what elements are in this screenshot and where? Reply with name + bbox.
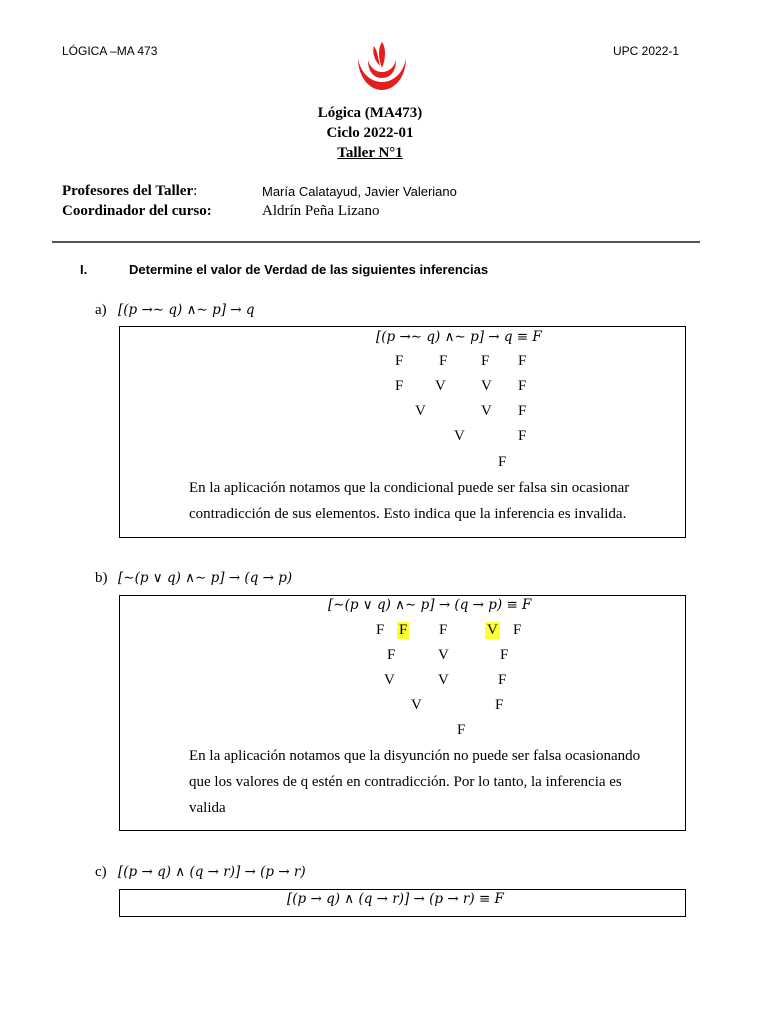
truth-value: F: [500, 647, 509, 663]
problem-a-formula: [(p →∼ q) ∧∼ p] → q: [118, 302, 255, 318]
workshop-title-wrap: [0, 145, 740, 162]
truth-value: F: [495, 697, 504, 713]
truth-value-highlighted: F: [399, 622, 408, 638]
section-number: I.: [80, 262, 88, 277]
problem-b-label: b): [95, 570, 108, 586]
truth-value: V: [481, 403, 492, 419]
explanation-line: contradicción de sus elementos. Esto indica que la inferencia es invalida.: [189, 506, 627, 522]
problem-c-formula: [(p → q) ∧ (q → r)] → (p → r): [118, 864, 306, 880]
course-title: Lógica (MA473): [317, 105, 423, 121]
truth-value: V: [454, 428, 465, 444]
section-heading: Determine el valor de Verdad de las siguientes inferencias: [129, 262, 489, 277]
explanation-line: que los valores de q estén en contradicción. Por lo tanto, la inferencia es: [189, 774, 622, 790]
truth-value: F: [498, 672, 507, 688]
cycle-title: Ciclo 2022-01: [326, 125, 414, 141]
truth-value: V: [438, 672, 449, 688]
truth-value: F: [395, 378, 404, 394]
coordinador-label: Coordinador del curso:: [62, 203, 212, 219]
upc-logo: [352, 38, 412, 92]
truth-value: F: [457, 722, 466, 738]
problem-b-formula: [∼(p ∨ q) ∧∼ p] → (q → p): [118, 570, 293, 586]
truth-value: F: [498, 454, 507, 470]
problem-a-box-formula: [(p →∼ q) ∧∼ p] → q ≡ F: [376, 329, 542, 345]
truth-value: V: [415, 403, 426, 419]
problem-c-label: c): [95, 864, 107, 880]
profesores-colon: :: [193, 183, 198, 199]
truth-value: F: [439, 353, 448, 369]
truth-value: V: [411, 697, 422, 713]
truth-value: V: [438, 647, 449, 663]
truth-value: F: [518, 378, 527, 394]
truth-value: F: [439, 622, 448, 638]
truth-value: V: [481, 378, 492, 394]
problem-b-box-formula: [∼(p ∨ q) ∧∼ p] → (q → p) ≡ F: [328, 597, 532, 613]
truth-value: F: [395, 353, 404, 369]
truth-value-highlighted: V: [487, 622, 498, 638]
coordinador-value: Aldrín Peña Lizano: [262, 203, 380, 219]
profesores-value: María Calatayud, Javier Valeriano: [262, 184, 457, 199]
truth-value: F: [513, 622, 522, 638]
truth-value: V: [384, 672, 395, 688]
problem-a-explanation: [189, 475, 669, 527]
profesores-label: Profesores del Taller: [62, 183, 194, 199]
truth-value: F: [518, 353, 527, 369]
explanation-line: En la aplicación notamos que la condicional puede ser falsa sin ocasionar: [189, 480, 630, 496]
workshop-title: Taller N°1: [337, 145, 403, 161]
truth-value: F: [387, 647, 396, 663]
explanation-line: valida: [189, 800, 226, 816]
problem-c-box-formula: [(p → q) ∧ (q → r)] → (p → r) ≡ F: [287, 891, 504, 907]
profesores-label-wrap: [62, 183, 197, 200]
truth-value: F: [376, 622, 385, 638]
term-header: UPC 2022-1: [613, 44, 680, 58]
problem-b-explanation: [189, 743, 669, 821]
course-code-header: LÓGICA –MA 473: [62, 44, 158, 58]
truth-value: F: [518, 403, 527, 419]
problem-a-label: a): [95, 302, 107, 318]
explanation-line: En la aplicación notamos que la disyunción no puede ser falsa ocasionando: [189, 748, 641, 764]
truth-value: V: [435, 378, 446, 394]
truth-value: F: [518, 428, 527, 444]
header-divider: [52, 241, 700, 243]
truth-value: F: [481, 353, 490, 369]
